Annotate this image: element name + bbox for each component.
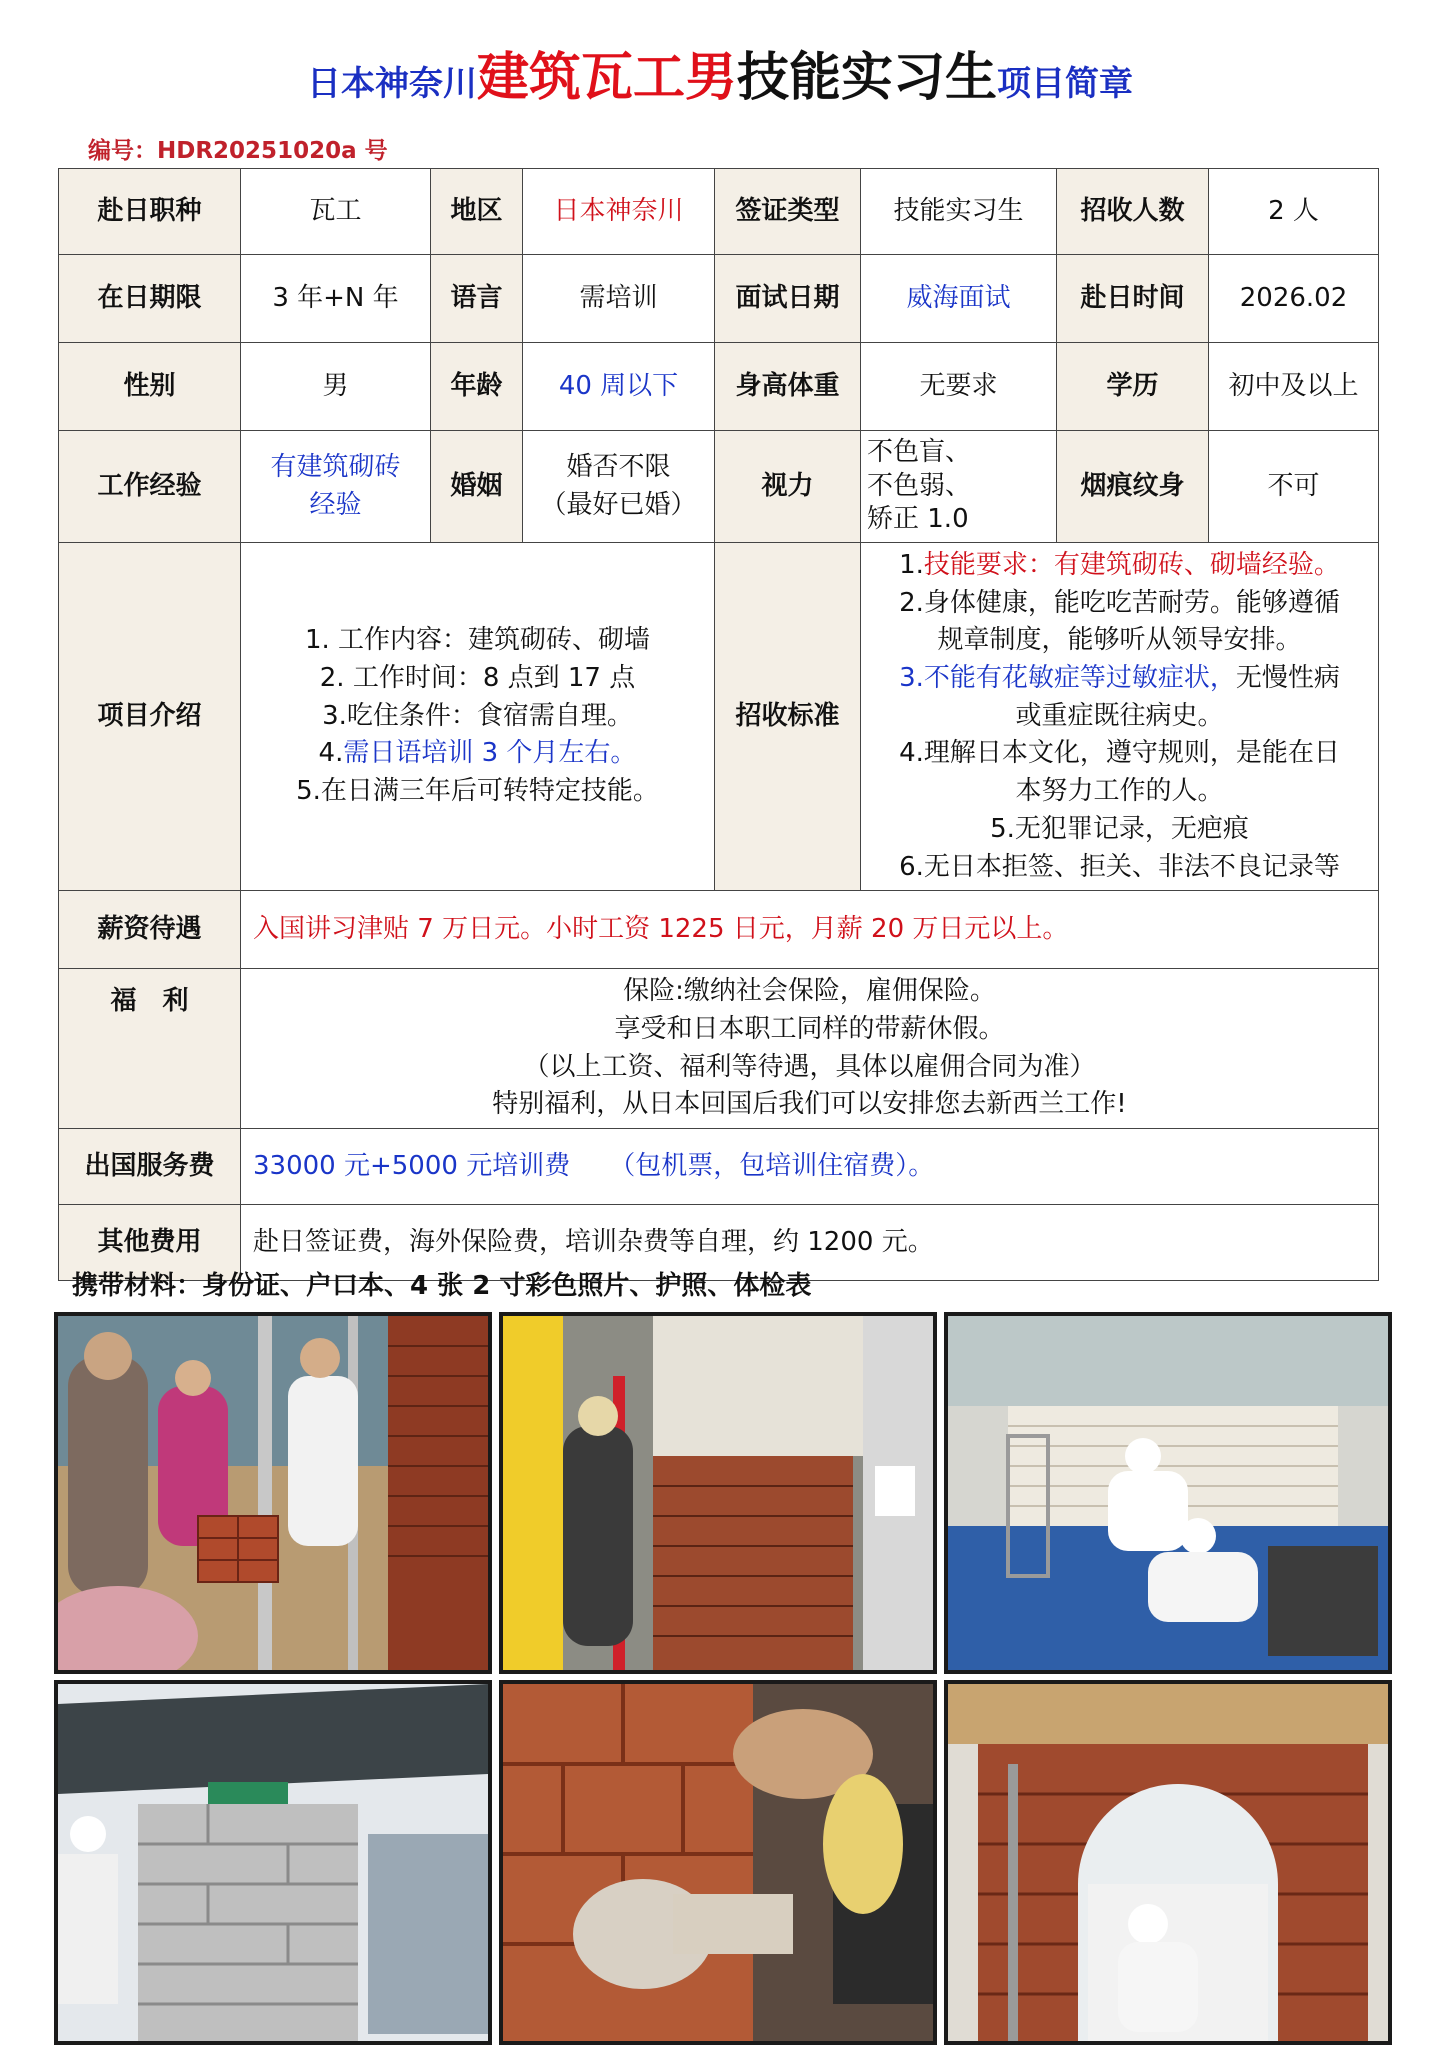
value-stay-period: 3 年+N 年	[241, 255, 431, 343]
label-welfare: 福 利	[59, 969, 241, 1129]
list-item: （以上工资、福利等待遇，具体以雇佣合同为准）	[523, 1051, 1096, 1082]
page-title	[0, 38, 1440, 130]
title-main: 技能实习生	[737, 48, 998, 108]
label-education: 学历	[1057, 343, 1209, 431]
list-item-text: 不能有花敏症等过敏症状，	[923, 663, 1236, 694]
experience-line: 经验	[309, 489, 362, 520]
value-interview-date: 威海面试	[861, 255, 1057, 343]
project-list	[241, 543, 715, 891]
list-item: 3.吃住条件：食宿需自理。	[322, 700, 633, 731]
value-region: 日本神奈川	[523, 169, 715, 255]
label-project: 项目介绍	[59, 543, 241, 891]
list-item: 规章制度，能够听从领导安排。	[937, 625, 1302, 656]
welfare-list	[241, 969, 1379, 1129]
label-marriage: 婚姻	[431, 431, 523, 543]
label-departure-time: 赴日时间	[1057, 255, 1209, 343]
photo-gallery	[54, 1312, 1384, 2037]
table-row	[59, 891, 1379, 969]
label-height-weight: 身高体重	[715, 343, 861, 431]
photo-tiling-white-wall	[944, 1312, 1392, 1674]
label-age: 年龄	[431, 343, 523, 431]
label-headcount: 招收人数	[1057, 169, 1209, 255]
value-age: 40 周以下	[523, 343, 715, 431]
serial-number: 编号：HDR20251020a 号	[88, 138, 388, 164]
value-service-fee: 33000 元+5000 元培训费 （包机票，包培训住宿费）。	[241, 1128, 1379, 1204]
list-item-number: 3.	[899, 663, 924, 694]
label-job-type: 赴日职种	[59, 169, 241, 255]
label-region: 地区	[431, 169, 523, 255]
value-visa-type: 技能实习生	[861, 169, 1057, 255]
value-gender: 男	[241, 343, 431, 431]
vision-line: 矫正 1.0	[867, 504, 969, 535]
label-service-fee: 出国服务费	[59, 1128, 241, 1204]
label-interview-date: 面试日期	[715, 255, 861, 343]
list-item: 1. 工作内容：建筑砌砖、砌墙	[304, 625, 651, 656]
criteria-list	[861, 543, 1379, 891]
experience-line: 有建筑砌砖	[270, 451, 401, 482]
label-salary: 薪资待遇	[59, 891, 241, 969]
value-headcount: 2 人	[1209, 169, 1379, 255]
value-job-type: 瓦工	[241, 169, 431, 255]
list-item-number: 1.	[899, 550, 924, 580]
list-item: 保险:缴纳社会保险，雇佣保险。	[623, 976, 996, 1007]
title-prefix: 日本神奈川	[306, 64, 477, 104]
label-other-fees: 其他费用	[59, 1204, 241, 1280]
list-item: 特别福利，从日本回国后我们可以安排您去新西兰工作!	[492, 1089, 1127, 1120]
title-highlight: 建筑瓦工男	[476, 48, 737, 108]
value-other-fees: 赴日签证费，海外保险费，培训杂费等自理，约 1200 元。	[241, 1204, 1379, 1280]
list-item-text: 技能要求：有建筑砌砖、砌墙经验。	[923, 550, 1340, 580]
list-item: 或重症既往病史。	[1015, 700, 1224, 731]
list-item: 5.无犯罪记录，无疤痕	[990, 813, 1249, 844]
label-visa-type: 签证类型	[715, 169, 861, 255]
list-item	[867, 547, 1372, 585]
value-height-weight: 无要求	[861, 343, 1057, 431]
table-row	[59, 969, 1379, 1129]
label-language: 语言	[431, 255, 523, 343]
photo-brick-arch	[944, 1680, 1392, 2045]
info-table	[58, 168, 1379, 1281]
title-suffix: 项目简章	[997, 64, 1134, 104]
table-row	[59, 255, 1379, 343]
value-marriage	[523, 431, 715, 543]
value-tattoo: 不可	[1209, 431, 1379, 543]
list-item	[247, 735, 708, 773]
list-item: 2.身体健康，能吃吃苦耐劳。能够遵循	[899, 587, 1340, 618]
value-departure-time: 2026.02	[1209, 255, 1379, 343]
vision-line: 不色弱、	[867, 470, 972, 501]
photo-hand-laying-brick	[499, 1680, 937, 2045]
list-item-number: 4.	[318, 738, 344, 769]
label-stay-period: 在日期限	[59, 255, 241, 343]
marriage-line: 婚否不限	[566, 451, 671, 482]
table-row	[59, 1128, 1379, 1204]
label-gender: 性别	[59, 343, 241, 431]
photo-block-wall	[54, 1680, 492, 2045]
marriage-line: （最好已婚）	[540, 489, 697, 520]
photo-brick-column	[499, 1312, 937, 1674]
label-experience: 工作经验	[59, 431, 241, 543]
list-item-text: 无慢性病	[1235, 663, 1340, 694]
table-row	[59, 343, 1379, 431]
list-item: 6.无日本拒签、拒关、非法不良记录等	[899, 851, 1340, 882]
list-item: 4.理解日本文化，遵守规则，是能在日	[899, 738, 1340, 769]
label-criteria: 招收标准	[715, 543, 861, 891]
table-row	[59, 431, 1379, 543]
list-item: 5.在日满三年后可转特定技能。	[296, 776, 659, 807]
list-item-text: 需日语培训 3 个月左右。	[343, 738, 637, 769]
table-row	[59, 169, 1379, 255]
label-tattoo: 烟痕纹身	[1057, 431, 1209, 543]
photo-bricklaying-site	[54, 1312, 492, 1674]
materials-line: 携带材料：身份证、户口本、4 张 2 寸彩色照片、护照、体检表	[72, 1271, 812, 1301]
table-row	[59, 543, 1379, 891]
list-item: 2. 工作时间：8 点到 17 点	[319, 663, 636, 694]
value-language: 需培训	[523, 255, 715, 343]
list-item: 享受和日本职工同样的带薪休假。	[614, 1013, 1005, 1044]
list-item: 本努力工作的人。	[1015, 776, 1224, 807]
value-vision	[861, 431, 1057, 543]
list-item	[867, 660, 1372, 698]
label-vision: 视力	[715, 431, 861, 543]
value-salary: 入国讲习津贴 7 万日元。小时工资 1225 日元，月薪 20 万日元以上。	[241, 891, 1379, 969]
value-education: 初中及以上	[1209, 343, 1379, 431]
vision-line: 不色盲、	[867, 436, 972, 467]
value-experience	[241, 431, 431, 543]
